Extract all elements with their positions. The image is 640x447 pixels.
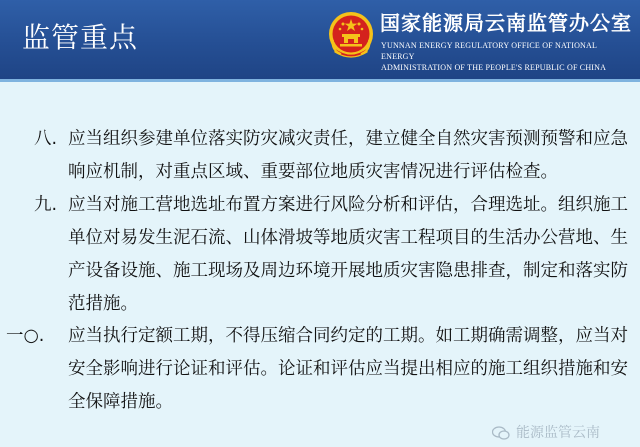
item-text: 应当对施工营地选址布置方案进行风险分析和评估，合理选址。组织施工单位对易发生泥石流、山体滑坡等地质灾害工程项目的生活办公营地、生产设备设施、施工现场及周边环境开展地质灾害隐患排查，制定和落实防范措施。 bbox=[68, 195, 628, 314]
organization-english-line-1: YUNNAN ENERGY REGULATORY OFFICE OF NATIONAL ENERGY bbox=[381, 41, 597, 61]
wechat-icon bbox=[492, 426, 510, 440]
header-banner bbox=[0, 0, 640, 79]
watermark-text: 能源监管云南 bbox=[516, 425, 600, 441]
item-number: 九. bbox=[34, 195, 58, 215]
national-emblem-icon bbox=[327, 10, 375, 62]
organization-english-name bbox=[381, 40, 631, 73]
content-area bbox=[0, 82, 640, 447]
item-number: 一○. bbox=[6, 326, 45, 346]
item-text: 应当执行定额工期，不得压缩合同约定的工期。如工期确需调整，应当对安全影响进行论证和评估。论证和评估应当提出相应的施工组织措施和安全保障措施。 bbox=[68, 326, 628, 412]
item-number: 八. bbox=[34, 129, 58, 149]
organization-english-line-2: ADMINISTRATION OF THE PEOPLE'S REPUBLIC OF CHINA bbox=[381, 63, 607, 72]
organization-name: 国家能源局云南监管办公室 bbox=[380, 11, 632, 35]
item-text: 应当组织参建单位落实防灾减灾责任，建立健全自然灾害预测预警和应急响应机制，对重点区域、重要部位地质灾害情况进行评估检查。 bbox=[68, 129, 628, 182]
page-title: 监管重点 bbox=[22, 21, 139, 54]
watermark bbox=[492, 420, 640, 447]
